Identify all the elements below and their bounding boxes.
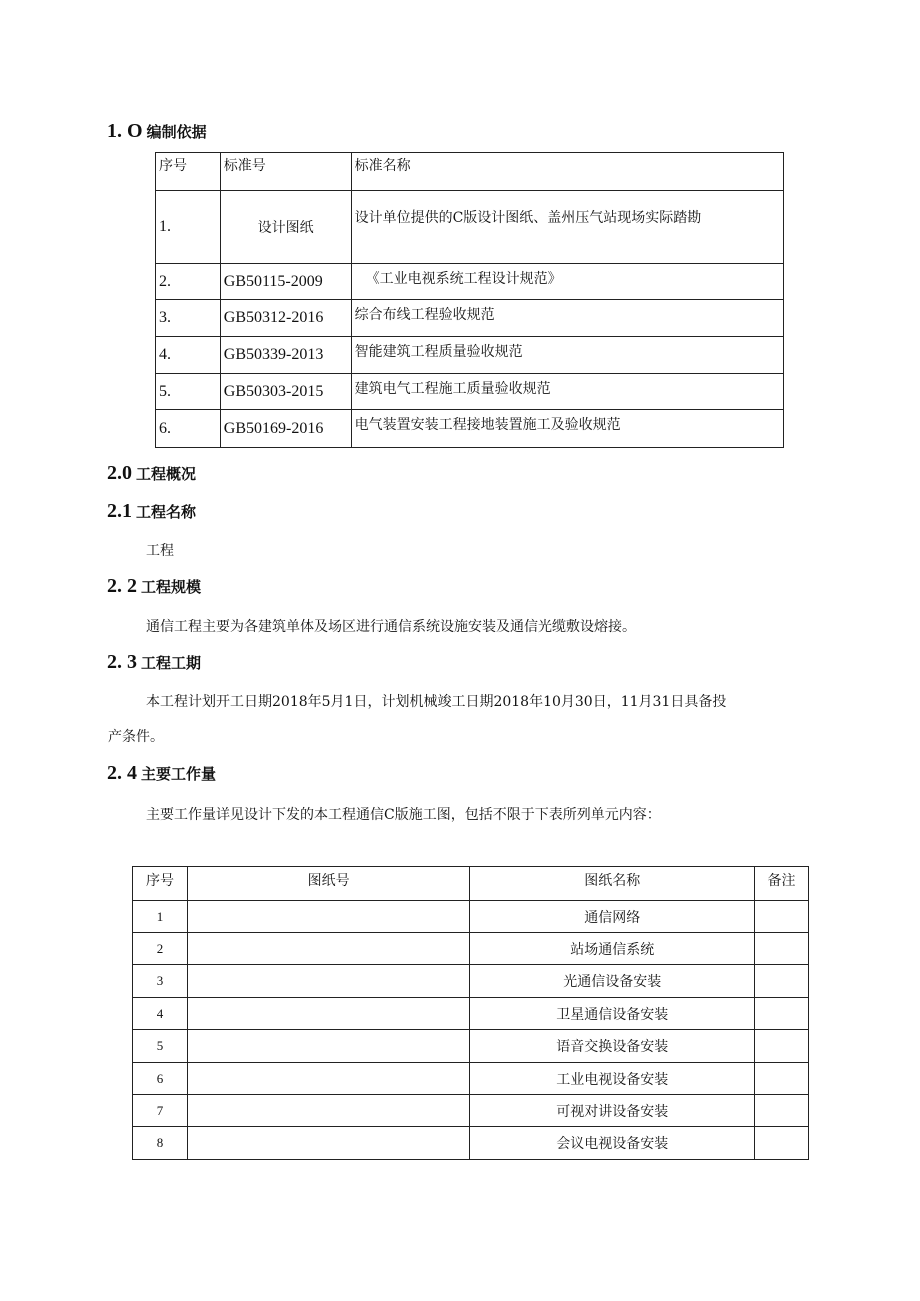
table-row: [156, 300, 784, 337]
row-name: 《工业电视系统工程设计规范》: [351, 264, 783, 300]
schedule-text-line2: 产条件。: [108, 729, 164, 745]
header-name: 标准名称: [351, 153, 783, 191]
row-name: 综合布线工程验收规范: [351, 300, 783, 337]
table-row: [133, 1030, 809, 1063]
row-index: 1: [133, 901, 188, 933]
row-code: [187, 1095, 469, 1127]
row-name: 建筑电气工程施工质量验收规范: [351, 374, 783, 410]
row-index: 4.: [156, 337, 221, 374]
row-index: 8: [133, 1127, 188, 1160]
workload-text: 主要工作量详见设计下发的本工程通信C版施工图，包括不限于下表所列单元内容：: [146, 807, 661, 823]
row-note: [755, 933, 809, 965]
table-row: [133, 1127, 809, 1160]
row-index: 1.: [156, 191, 221, 264]
table-row: [133, 933, 809, 965]
row-note: [755, 1095, 809, 1127]
row-code: GB50303-2015: [220, 374, 351, 410]
row-note: [755, 901, 809, 933]
table-row: [156, 191, 784, 264]
project-scale-text: 通信工程主要为各建筑单体及场区进行通信系统设施安装及通信光缆敷设熔接。: [146, 619, 636, 635]
table-row: [133, 1063, 809, 1095]
schedule-text-line1: 本工程计划开工日期2018年5月1日，计划机械竣工日期2018年10月30日，11月31日具备投: [146, 694, 727, 710]
row-note: [755, 965, 809, 998]
row-name: 站场通信系统: [470, 933, 755, 965]
row-code: GB50115-2009: [220, 264, 351, 300]
row-note: [755, 1127, 809, 1160]
row-name: 工业电视设备安装: [470, 1063, 755, 1095]
section-heading-2-3: 2. 3 工程工期: [107, 651, 202, 673]
section-heading-1: 1. O 编制依据: [107, 120, 207, 142]
table-header-row: [156, 153, 784, 191]
table-header-row: [133, 867, 809, 901]
header-index: 序号: [156, 153, 221, 191]
project-name-text: 工程: [146, 543, 174, 559]
table-row: [133, 965, 809, 998]
table-row: [156, 264, 784, 300]
table-row: [156, 410, 784, 448]
row-code: [187, 1063, 469, 1095]
row-code: GB50312-2016: [220, 300, 351, 337]
row-name: 可视对讲设备安装: [470, 1095, 755, 1127]
row-code: 设计图纸: [220, 191, 351, 264]
header-note: 备注: [755, 867, 809, 901]
row-code: [187, 901, 469, 933]
row-index: 6: [133, 1063, 188, 1095]
section-heading-2-4: 2. 4 主要工作量: [107, 762, 217, 784]
section-heading-2-1: 2.1 工程名称: [107, 500, 197, 522]
row-code: GB50169-2016: [220, 410, 351, 448]
row-note: [755, 1063, 809, 1095]
row-name: 通信网络: [470, 901, 755, 933]
row-index: 5: [133, 1030, 188, 1063]
row-note: [755, 998, 809, 1030]
section-heading-2: 2.0 工程概况: [107, 462, 197, 484]
table-row: [133, 998, 809, 1030]
row-code: [187, 1127, 469, 1160]
row-code: [187, 998, 469, 1030]
row-name: 会议电视设备安装: [470, 1127, 755, 1160]
row-index: 3.: [156, 300, 221, 337]
row-code: GB50339-2013: [220, 337, 351, 374]
row-code: [187, 1030, 469, 1063]
row-name: 电气装置安装工程接地装置施工及验收规范: [351, 410, 783, 448]
standards-table: [155, 152, 784, 448]
table-row: [133, 1095, 809, 1127]
header-name: 图纸名称: [470, 867, 755, 901]
header-code: 图纸号: [187, 867, 469, 901]
row-code: [187, 933, 469, 965]
row-name: 语音交换设备安装: [470, 1030, 755, 1063]
row-note: [755, 1030, 809, 1063]
table-row: [156, 374, 784, 410]
row-name: 设计单位提供的C版设计图纸、盖州压气站现场实际踏勘: [351, 191, 783, 264]
row-name: 卫星通信设备安装: [470, 998, 755, 1030]
row-code: [187, 965, 469, 998]
table-row: [133, 901, 809, 933]
row-name: 光通信设备安装: [470, 965, 755, 998]
header-code: 标准号: [220, 153, 351, 191]
row-index: 2: [133, 933, 188, 965]
row-index: 6.: [156, 410, 221, 448]
row-index: 4: [133, 998, 188, 1030]
row-index: 2.: [156, 264, 221, 300]
section-heading-2-2: 2. 2 工程规模: [107, 575, 202, 597]
row-name: 智能建筑工程质量验收规范: [351, 337, 783, 374]
row-index: 7: [133, 1095, 188, 1127]
row-index: 3: [133, 965, 188, 998]
drawings-table: [132, 866, 809, 1160]
table-row: [156, 337, 784, 374]
header-index: 序号: [133, 867, 188, 901]
row-index: 5.: [156, 374, 221, 410]
